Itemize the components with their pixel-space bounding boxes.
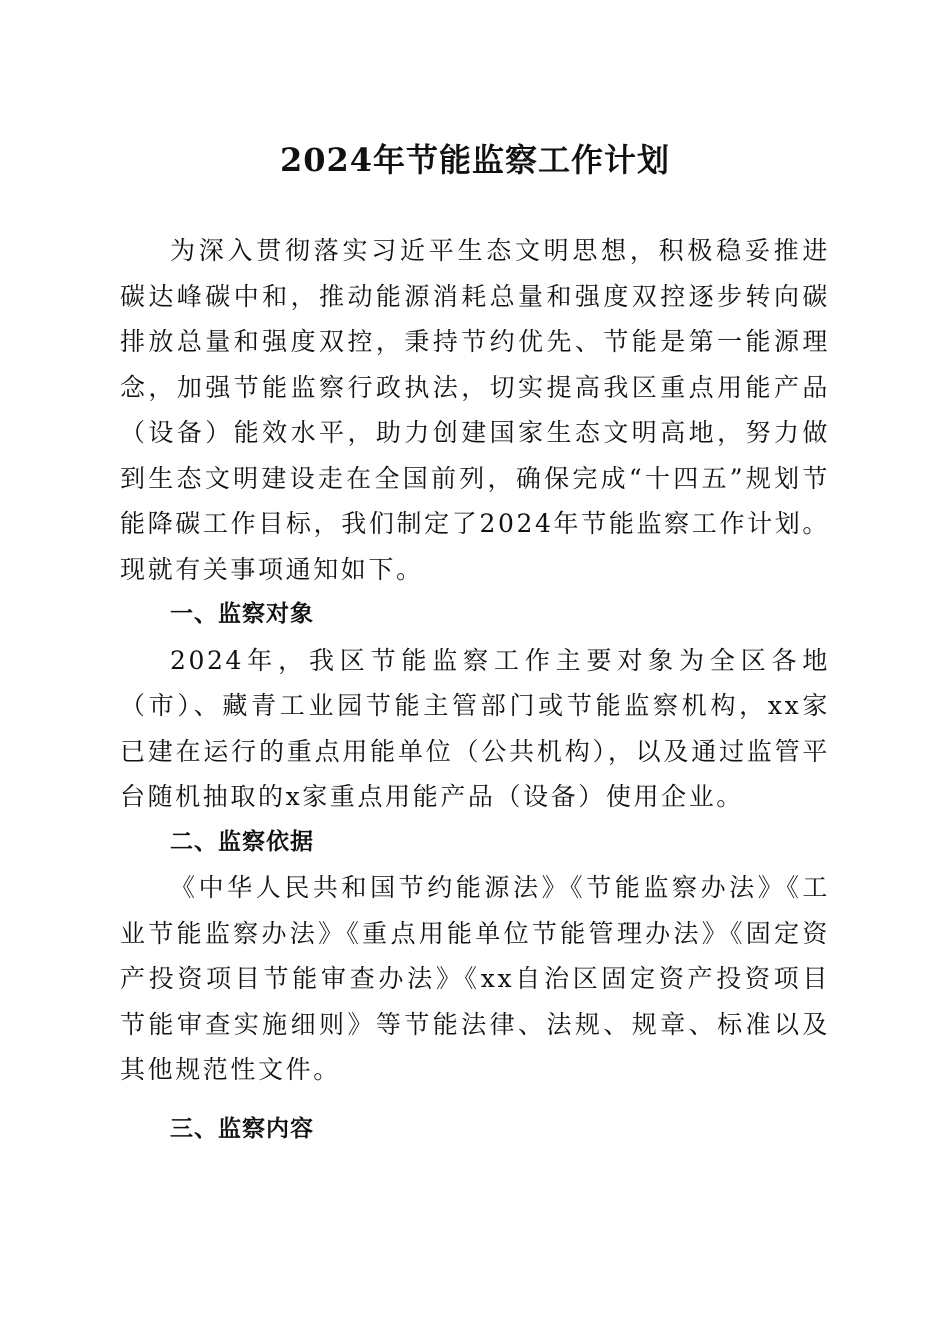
section-paragraph-objects: 2024年，我区节能监察工作主要对象为全区各地（市）、藏青工业园节能主管部门或节能监察机构，xx家已建在运行的重点用能单位（公共机构），以及通过监管平台随机抽取的x家重点用能产品（设备）使用企业。	[120, 645, 830, 811]
section-heading-content: 三、监察内容	[170, 1115, 314, 1142]
document-body	[120, 228, 830, 1152]
section-paragraph-basis: 《中华人民共和国节约能源法》《节能监察办法》《工业节能监察办法》《重点用能单位节能管理办法》《固定资产投资项目节能审查办法》《xx自治区固定资产投资项目节能审查实施细则》等节能法律、法规、规章、标准以及其他规范性文件。	[120, 873, 830, 1084]
intro-paragraph: 为深入贯彻落实习近平生态文明思想，积极稳妥推进碳达峰碳中和，推动能源消耗总量和强度双控逐步转向碳排放总量和强度双控，秉持节约优先、节能是第一能源理念，加强节能监察行政执法，切实提高我区重点用能产品（设备）能效水平，助力创建国家生态文明高地，努力做到生态文明建设走在全国前列，确保完成“十四五”规划节能降碳工作目标，我们制定了2024年节能监察工作计划。现就有关事项通知如下。	[120, 236, 830, 584]
section-heading-basis: 二、监察依据	[170, 828, 314, 855]
section-heading-objects: 一、监察对象	[170, 601, 314, 627]
document-title: 2024年节能监察工作计划	[279, 141, 671, 179]
